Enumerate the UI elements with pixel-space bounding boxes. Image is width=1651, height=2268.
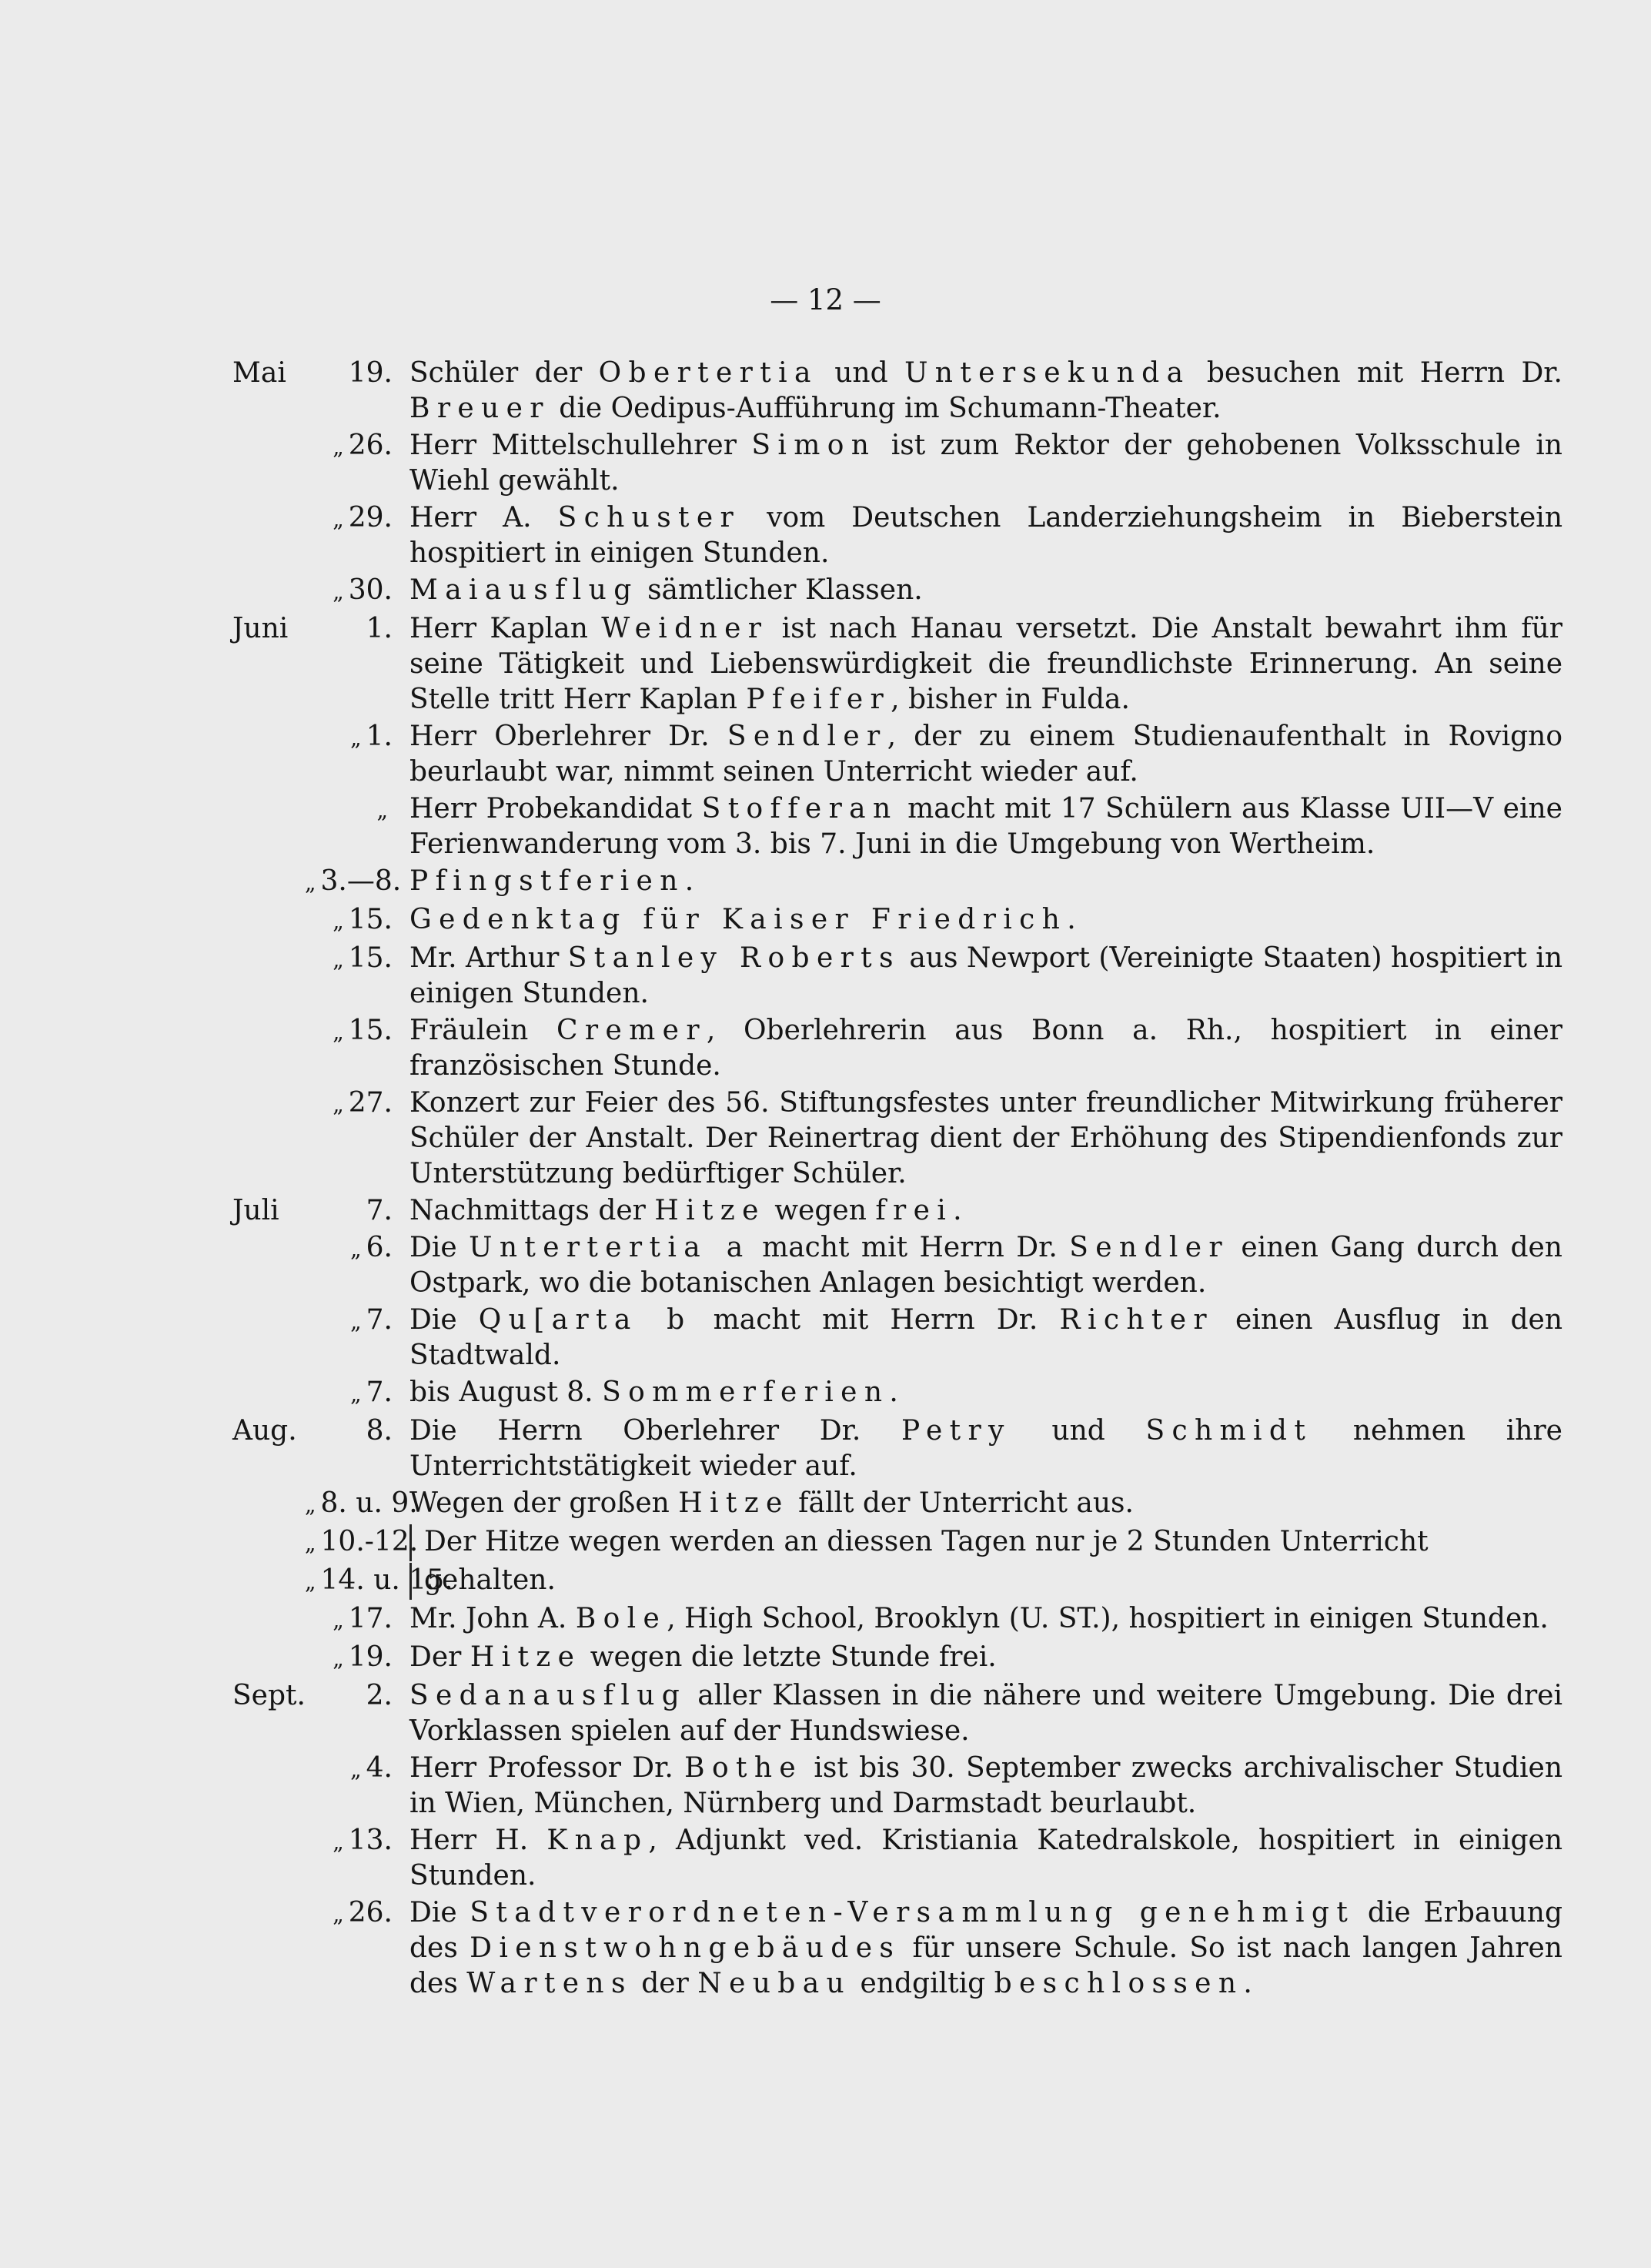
entry-text-segment: , High School, Brooklyn (U. ST.), hospitiert in einigen Stunden. [667,1603,1549,1634]
chronicle-entry [231,1524,1562,1561]
entry-month: Juli [232,1195,279,1226]
entry-day-value: 3.—8. [320,865,402,897]
ditto-mark: „ [333,579,344,604]
spaced-emphasis: Schmidt [1145,1415,1313,1447]
chronicle-entry [231,1486,1562,1523]
page-number: — 12 — [770,283,881,316]
entry-text [409,1486,1562,1523]
entry-day [305,1413,409,1484]
entry-text-segment: Mr. John A. [409,1603,576,1634]
entry-text-segment: Herr Professor Dr. [409,1752,685,1784]
entry-text-segment: aus Newport (Vereinigte Staaten) hospitiert in einigen Stunden. [409,942,1563,1009]
entry-text-segment: Die [409,1232,470,1263]
entry-text-segment: , Oberlehrerin aus Bonn a. Rh., hospitiert in einer französischen Stunde. [409,1015,1563,1082]
entry-text-segment: sämtlicher Klassen. [638,574,923,606]
entry-day-value: 8. [366,1415,393,1447]
entry-month [231,1640,305,1677]
chronicle-entry [231,864,1562,901]
entry-day [305,428,409,499]
chronicle-entry [231,500,1562,571]
spaced-emphasis: Schuster [557,502,741,534]
entry-day-value: 13. [348,1825,393,1856]
entry-month [231,791,305,862]
entry-text-segment: Herr H. [409,1825,547,1856]
entry-text-segment: Herr A. [409,502,558,534]
spaced-emphasis: Pfingstferien [409,865,685,897]
entry-month [231,1486,305,1523]
entry-text [409,1230,1562,1301]
chronicle-entry [231,1193,1562,1229]
chronicle-entry [231,1013,1562,1084]
entry-day [305,941,409,1012]
entry-month [231,864,305,901]
entry-text [409,1601,1562,1638]
ditto-mark: „ [333,1019,344,1045]
chronicle-entry [231,1678,1562,1749]
chronicle-entry [231,719,1562,790]
ditto-mark: „ [333,947,344,972]
spaced-emphasis: Neubau [697,1968,852,1999]
entry-text-segment: die Erbauung des [409,1897,1562,1964]
entry-month [231,1524,305,1561]
entry-text-segment: vom Deutschen Landerziehungsheim in Bieberstein hospitiert in einigen Stunden. [409,502,1563,569]
entry-text-segment: ist nach Hanau versetzt. Die Anstalt bewahrt ihm für seine Tätigkeit und Liebenswürdigkeit die freundlichste Erinnerung. An seine Stelle tritt Herr Kaplan [409,613,1562,715]
ditto-mark: „ [333,908,344,934]
entry-text-segment: nehmen ihre Unterrichtstätigkeit wieder auf. [409,1415,1562,1482]
spaced-emphasis: Pfeifer [746,684,891,715]
entry-text [409,1524,1562,1561]
entry-day-value: 15. [348,1015,393,1046]
entry-text-segment: macht mit Herrn Dr. [691,1304,1060,1336]
entry-month [231,1375,305,1412]
chronicle-entry [231,1303,1562,1373]
entry-month [231,1823,305,1894]
entry-day-value: 19. [348,357,393,389]
entry-day-value: 26. [348,430,393,461]
chronicle-entry [231,1751,1562,1821]
spaced-emphasis: frei [875,1195,954,1226]
entry-day [305,902,409,939]
spaced-emphasis: Knap [546,1825,649,1856]
ditto-mark: „ [350,725,362,751]
entry-day [305,611,409,718]
entry-text-segment: , bisher in Fulda. [891,684,1130,715]
entry-text-segment: Der [409,1641,470,1673]
entry-text [409,611,1562,718]
spaced-emphasis: beschlossen [994,1968,1244,1999]
entry-text-segment: macht mit Herrn Dr. [750,1232,1070,1263]
entry-text-segment: Schüler der [409,357,599,389]
entry-text-segment: . [1067,904,1076,935]
entry-text-segment: Fräulein [409,1015,557,1046]
entry-day-value: 2. [366,1680,393,1711]
entry-day [305,791,409,862]
entry-month [231,941,305,1012]
spaced-emphasis: Qu[arta b [478,1304,692,1336]
entry-day-value: 4. [366,1752,393,1784]
entry-day [305,1193,409,1229]
entry-text-segment: ist zum Rektor der gehobenen Volksschule in Wiehl gewählt. [409,430,1562,497]
entry-text-segment: , der zu einem Studienaufenthalt in Rovigno beurlaubt war, nimmt seinen Unterricht wieder auf. [409,721,1562,788]
spaced-emphasis: Breuer [409,393,550,424]
ditto-mark: „ [305,870,316,895]
spaced-emphasis: Cremer [556,1015,707,1046]
entry-text-segment: Mr. Arthur [409,942,568,974]
entry-text-segment: wegen [765,1195,876,1226]
entry-text [409,902,1562,939]
entry-text [409,573,1562,610]
entry-day-value: 7. [366,1304,393,1336]
entry-day-value: 14. u. 15. [320,1564,453,1596]
entry-text-segment: für unsere Schule. So ist nach langen Jahren des [409,1932,1562,1999]
chronicle-entry [231,791,1562,862]
entry-text-segment: und [1011,1415,1146,1447]
entry-text [409,1823,1562,1894]
entry-text-segment: Herr Mittelschullehrer [409,430,752,461]
ditto-mark: „ [333,1902,344,1927]
entry-text-segment: bis August 8. [409,1377,603,1408]
entry-text-segment: Die Herrn Oberlehrer Dr. [409,1415,901,1447]
ditto-mark: „ [333,1607,344,1633]
entry-month: Aug. [232,1415,297,1447]
entry-text-segment: aller Klassen in die nähere und weitere Umgebung. Die drei Vorklassen spielen auf der Hundswiese. [409,1680,1562,1747]
entry-day [305,356,409,427]
chronicle-entry [231,573,1562,610]
entry-text [409,941,1562,1012]
entry-text-segment: . [1243,1968,1252,1999]
entry-day [305,1230,409,1301]
entry-day [305,1823,409,1894]
spaced-emphasis: Richter [1059,1304,1214,1336]
entry-text [409,719,1562,790]
spaced-emphasis: Sendler [1069,1232,1229,1263]
spaced-emphasis: Untertertia a [469,1232,750,1263]
entry-day-value: 6. [366,1232,393,1263]
entry-day-value: 1. [366,721,393,752]
entry-text [409,1193,1562,1229]
entry-month [231,719,305,790]
entry-day-value: 7. [366,1195,393,1226]
spaced-emphasis: Sendler [727,721,887,752]
entry-month [231,428,305,499]
entry-text-segment: gehalten. [424,1564,556,1596]
entry-month [231,1751,305,1821]
entry-text [409,864,1562,901]
ditto-mark: „ [333,507,344,532]
chronicle-entry [231,356,1562,427]
entry-day [305,500,409,571]
entry-text-segment: einen Gang durch den Ostpark, wo die botanischen Anlagen besichtigt werden. [409,1232,1562,1299]
spaced-emphasis: Petry [901,1415,1011,1447]
entry-day-value: 10.-12. [320,1526,419,1557]
entry-month [231,902,305,939]
spaced-emphasis: Sommerferien [602,1377,890,1408]
entry-text-segment: Der Hitze wegen werden an diessen Tagen nur je 2 Stunden Unterricht [424,1526,1429,1557]
entry-text-segment: endgiltig [851,1968,994,1999]
entry-day-value: 17. [348,1603,393,1634]
entry-day [305,1486,418,1523]
chronicle-entry [231,1375,1562,1412]
spaced-emphasis: Stofferan [701,793,898,825]
entry-text-segment: . [889,1377,898,1408]
entry-text-segment: die Oedipus-Aufführung im Schumann-Theater. [550,393,1222,424]
chronicle-entry [231,428,1562,499]
entry-day-value: 30. [348,574,393,606]
entry-text-segment: einen Ausflug in den Stadtwald. [409,1304,1563,1371]
spaced-emphasis: Obertertia [598,357,818,389]
ditto-mark: „ [305,1569,316,1594]
entry-day [305,1678,409,1749]
entry-day [305,719,409,790]
entry-month [231,1895,305,2002]
entry-text-segment: besuchen mit Herrn Dr. [1190,357,1562,389]
spaced-emphasis: Stadtverordneten-Versammlung genehmigt [470,1897,1355,1928]
entry-text-segment: und [817,357,905,389]
entry-text-segment: . [684,865,694,897]
entry-day [305,1601,409,1638]
entry-text [409,1375,1562,1412]
entry-text [409,356,1562,427]
ditto-mark: „ [333,434,344,460]
spaced-emphasis: Dienstwohngebäudes [470,1932,901,1964]
spaced-emphasis: Hitze [470,1641,582,1673]
entry-text-segment: ist bis 30. September zwecks archivalischer Studien in Wien, München, Nürnberg und Darmstadt beurlaubt. [409,1752,1563,1819]
ditto-mark: „ [333,1829,344,1855]
chronicle-entry [231,1823,1562,1894]
entry-text-segment: , Adjunkt ved. Kristiania Katedralskole, hospitiert in einigen Stunden. [409,1825,1563,1892]
entry-text [409,500,1562,571]
ditto-mark: „ [350,1236,362,1262]
entry-text-segment: Herr Probekandidat [409,793,702,825]
entry-day [305,573,409,610]
entry-day [305,1375,409,1412]
entry-day [305,864,409,901]
chronicle-entry [231,1230,1562,1301]
entry-day [305,1563,453,1600]
entry-day-value: 26. [348,1897,393,1928]
ditto-mark: „ [376,798,388,823]
spaced-emphasis: Untersekunda [904,357,1191,389]
spaced-emphasis: Wartens [466,1968,633,1999]
entry-text [409,1413,1562,1484]
entry-day-value: 19. [348,1641,393,1673]
entry-text-segment: macht mit 17 Schülern aus Klasse UII—V eine Ferienwanderung vom 3. bis 7. Juni in die Umgebung von Wertheim. [409,793,1562,860]
entry-day-value: 29. [348,502,393,534]
chronicle-entry [231,902,1562,939]
entry-text [409,1013,1562,1084]
entry-text-segment: Die [409,1897,470,1928]
spaced-emphasis: Hitze [654,1195,766,1226]
spaced-emphasis: Maiausflug [409,574,639,606]
entry-text [409,428,1562,499]
ditto-mark: „ [333,1092,344,1117]
entry-month [231,1563,305,1600]
entry-day-value: 8. u. 9. [320,1487,418,1519]
entry-day [305,1013,409,1084]
chronicle-entry [231,1563,1562,1600]
chronicle-entry [231,1601,1562,1638]
entry-month: Juni [232,613,289,644]
entry-day-value: 1. [366,613,393,644]
entry-day-value: 15. [348,904,393,935]
entry-text-segment: Herr Kaplan [409,613,602,644]
spaced-emphasis: Bole [575,1603,667,1634]
entry-day [305,1524,419,1561]
entry-text [409,1751,1562,1821]
entry-month [231,1085,305,1192]
entry-text [409,1895,1562,2002]
ditto-mark: „ [333,1646,344,1671]
entry-month [231,573,305,610]
entry-text-segment: fällt der Unterricht aus. [789,1487,1134,1519]
entry-day-value: 27. [348,1087,393,1119]
entry-text [409,1678,1562,1749]
entry-day [305,1640,409,1677]
chronicle-list [231,356,1562,2003]
chronicle-entry [231,941,1562,1012]
spaced-emphasis: Sedanausflug [409,1680,687,1711]
entry-day [305,1895,409,2002]
entry-text-segment: Konzert zur Feier des 56. Stiftungsfestes unter freundlicher Mitwirkung früherer Schüler der Anstalt. Der Reinertrag dient der Erhöhung des Stipendienfonds zur Unterstützung bedürftiger Schüler. [409,1087,1562,1189]
ditto-mark: „ [305,1530,316,1556]
entry-day [305,1751,409,1821]
entry-day [305,1303,409,1373]
entry-day [305,1085,409,1192]
entry-month: Sept. [232,1680,306,1711]
ditto-mark: „ [350,1381,362,1407]
entry-month: Mai [232,357,286,389]
entry-text-segment: Die [409,1304,479,1336]
ditto-mark: „ [305,1492,316,1517]
spaced-emphasis: Gedenktag für Kaiser Friedrich [409,904,1068,935]
spaced-emphasis: Hitze [678,1487,790,1519]
entry-text-segment: wegen die letzte Stunde frei. [581,1641,997,1673]
chronicle-entry [231,1640,1562,1677]
ditto-mark: „ [350,1757,362,1782]
entry-text-segment: Nachmittags der [409,1195,655,1226]
entry-day-value: 7. [366,1377,393,1408]
entry-text [409,1085,1562,1192]
chronicle-entry [231,611,1562,718]
entry-text [409,1563,1562,1600]
entry-text-segment: . [953,1195,962,1226]
entry-month [231,1013,305,1084]
spaced-emphasis: Weidner [601,613,769,644]
entry-day-value: 15. [348,942,393,974]
entry-text-segment: der [632,1968,698,1999]
entry-text [409,1303,1562,1373]
chronicle-entry [231,1895,1562,2002]
chronicle-entry [231,1413,1562,1484]
spaced-emphasis: Bothe [684,1752,804,1784]
entry-month [231,1303,305,1373]
chronicle-entry [231,1085,1562,1192]
entry-month [231,500,305,571]
entry-text-segment: Herr Oberlehrer Dr. [409,721,727,752]
entry-month [231,1601,305,1638]
entry-text [409,791,1562,862]
entry-month [231,1230,305,1301]
entry-text-segment: Wegen der großen [409,1487,679,1519]
entry-text [409,1640,1562,1677]
spaced-emphasis: Simon [751,430,877,461]
ditto-mark: „ [350,1309,362,1334]
spaced-emphasis: Stanley Roberts [567,942,901,974]
